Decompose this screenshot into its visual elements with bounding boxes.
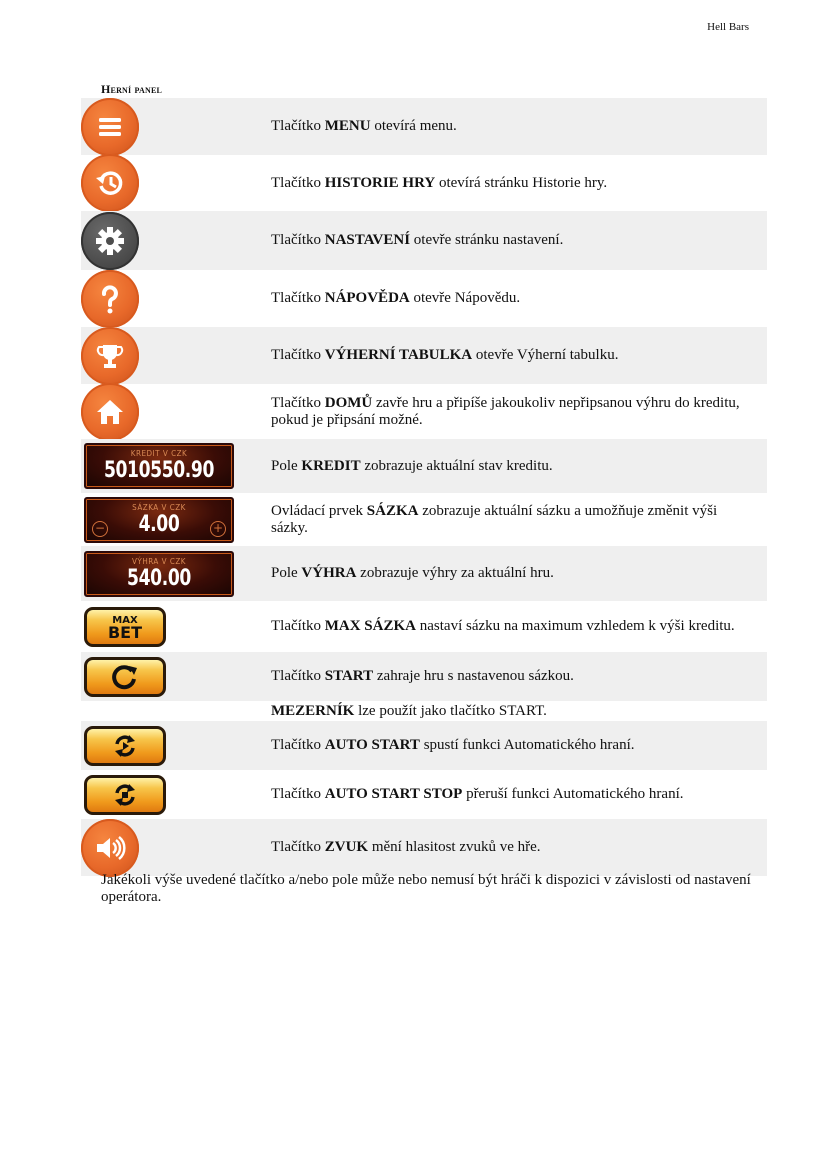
row-description: Tlačítko VÝHERNÍ TABULKA otevře Výherní tabulku. bbox=[271, 347, 619, 363]
question-icon bbox=[81, 270, 139, 328]
history-icon bbox=[81, 154, 139, 212]
row-description: Tlačítko ZVUK mění hlasitost zvuků ve hře. bbox=[271, 839, 541, 855]
table-row bbox=[81, 384, 767, 439]
game-panel-table bbox=[81, 98, 767, 876]
table-row bbox=[81, 155, 767, 211]
win-field bbox=[84, 551, 234, 597]
credit-field bbox=[84, 443, 234, 489]
max-bet-line2: BET bbox=[107, 622, 143, 642]
menu-icon bbox=[81, 98, 139, 156]
table-row bbox=[81, 493, 767, 546]
row-description: Tlačítko MENU otevírá menu. bbox=[271, 118, 457, 134]
start-icon bbox=[84, 657, 166, 697]
max-bet-line1: MAX bbox=[112, 614, 138, 626]
bet-field bbox=[84, 497, 234, 543]
win-field-value: 540.00 bbox=[127, 565, 191, 591]
row-description: Tlačítko AUTO START spustí funkci Automatického hraní. bbox=[271, 737, 635, 753]
table-row bbox=[81, 721, 767, 770]
table-row bbox=[81, 546, 767, 601]
table-row bbox=[81, 601, 767, 652]
table-row bbox=[81, 211, 767, 270]
row-description: MEZERNÍK lze použít jako tlačítko START. bbox=[271, 702, 547, 719]
availability-note: Jakékoli výše uvedené tlačítko a/nebo pole může nebo nemusí být hráči k dispozici v závislosti od nastavení operátora. bbox=[101, 872, 751, 905]
max-bet-icon bbox=[84, 607, 166, 647]
trophy-icon bbox=[81, 327, 139, 385]
row-description: Tlačítko MAX SÁZKA nastaví sázku na maximum vzhledem k výši kreditu. bbox=[271, 618, 735, 634]
document-header-title: Hell Bars bbox=[707, 21, 749, 33]
bet-field-value: 4.00 bbox=[138, 511, 180, 537]
gear-icon bbox=[81, 212, 139, 270]
row-description: Tlačítko AUTO START STOP přeruší funkci Automatického hraní. bbox=[271, 786, 684, 802]
home-icon bbox=[81, 383, 139, 441]
table-row bbox=[81, 98, 767, 155]
table-row bbox=[81, 270, 767, 327]
auto-start-stop-icon bbox=[84, 775, 166, 815]
row-description: Pole KREDIT zobrazuje aktuální stav kreditu. bbox=[271, 457, 553, 474]
row-description: Tlačítko DOMŮ zavře hru a připíše jakoukoliv nepřipsanou výhru do kreditu, pokud je připsání možné. bbox=[271, 394, 740, 428]
table-row bbox=[81, 819, 767, 876]
table-row bbox=[81, 439, 767, 493]
section-title: Herní panel bbox=[101, 82, 163, 96]
row-description: Tlačítko START zahraje hru s nastavenou sázkou. bbox=[271, 668, 574, 684]
table-row bbox=[81, 327, 767, 384]
row-description: Tlačítko HISTORIE HRY otevírá stránku Historie hry. bbox=[271, 174, 608, 191]
credit-field-value: 5010550.90 bbox=[103, 458, 215, 483]
win-field-label: VÝHRA V CZK bbox=[132, 556, 186, 566]
table-row bbox=[81, 652, 767, 701]
table-row bbox=[81, 701, 767, 721]
row-description: Ovládací prvek SÁZKA zobrazuje aktuální sázku a umožňuje změnit výši sázky. bbox=[271, 502, 718, 536]
row-description: Pole VÝHRA zobrazuje výhry za aktuální hru. bbox=[271, 565, 554, 581]
sound-icon bbox=[81, 819, 139, 877]
bet-field-label: SÁZKA V CZK bbox=[132, 502, 186, 512]
bet-increase-icon: + bbox=[210, 521, 226, 537]
row-description: Tlačítko NASTAVENÍ otevře stránku nastavení. bbox=[271, 232, 564, 248]
table-row bbox=[81, 770, 767, 819]
credit-field-label: KREDIT V CZK bbox=[130, 449, 188, 458]
row-description: Tlačítko NÁPOVĚDA otevře Nápovědu. bbox=[271, 290, 521, 306]
bet-decrease-icon: − bbox=[92, 521, 108, 537]
auto-start-icon bbox=[84, 726, 166, 766]
